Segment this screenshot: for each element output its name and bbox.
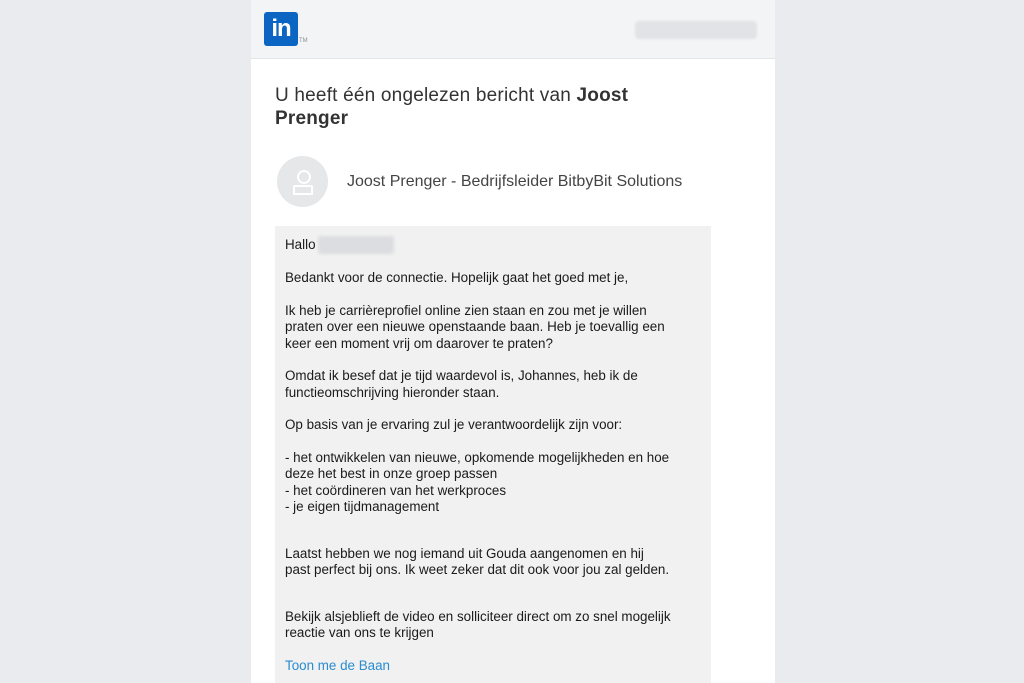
redacted-name xyxy=(318,236,394,254)
greeting xyxy=(285,236,701,254)
logo-text: in xyxy=(271,15,291,42)
show-job-link[interactable]: Toon me de Baan xyxy=(285,657,390,673)
logo-trademark: TM xyxy=(299,38,308,44)
sender-name[interactable]: Joost Prenger - Bedrijfsleider BitbyBit Solutions xyxy=(347,173,683,190)
message-paragraph: Laatst hebben we nog iemand uit Gouda aangenomen en hij past perfect bij ons. Ik weet zeker dat dit ook voor jou zal gelden. xyxy=(285,545,670,577)
person-shoulders-icon xyxy=(293,185,313,195)
linkedin-logo[interactable] xyxy=(264,12,298,46)
email-container xyxy=(251,0,775,683)
headline xyxy=(275,84,695,130)
avatar[interactable] xyxy=(277,156,328,207)
email-header xyxy=(251,0,775,59)
headline-sender: Joost Prenger xyxy=(275,85,629,129)
message-paragraph: Ik heb je carrièreprofiel online zien staan en zou met je willen praten over een nieuwe openstaande baan. Heb je toevallig een keer een moment vrij om daarover te praten? xyxy=(285,302,665,351)
greeting-text: Hallo xyxy=(285,236,316,252)
sender-row xyxy=(277,156,757,208)
message-paragraph: Omdat ik besef dat je tijd waardevol is, Johannes, heb ik de functieomschrijving hieronder staan. xyxy=(285,368,638,400)
message-body xyxy=(275,226,711,683)
message-paragraph: Bekijk alsjeblieft de video en solliciteer direct om zo snel mogelijk reactie van ons te krijgen xyxy=(285,608,671,640)
redacted-account-info xyxy=(635,21,757,39)
message-paragraph: Bedankt voor de connectie. Hopelijk gaat het goed met je, xyxy=(285,270,629,285)
person-head-icon xyxy=(297,170,311,184)
message-paragraph: Op basis van je ervaring zul je verantwoordelijk zijn voor: xyxy=(285,417,623,432)
responsibilities-list: - het ontwikkelen van nieuwe, opkomende mogelijkheden en hoe deze het best in onze groep passen - het coördineren van het werkproces - je eigen tijdmanagement xyxy=(285,449,670,514)
headline-prefix: U heeft één ongelezen bericht van xyxy=(275,85,577,106)
